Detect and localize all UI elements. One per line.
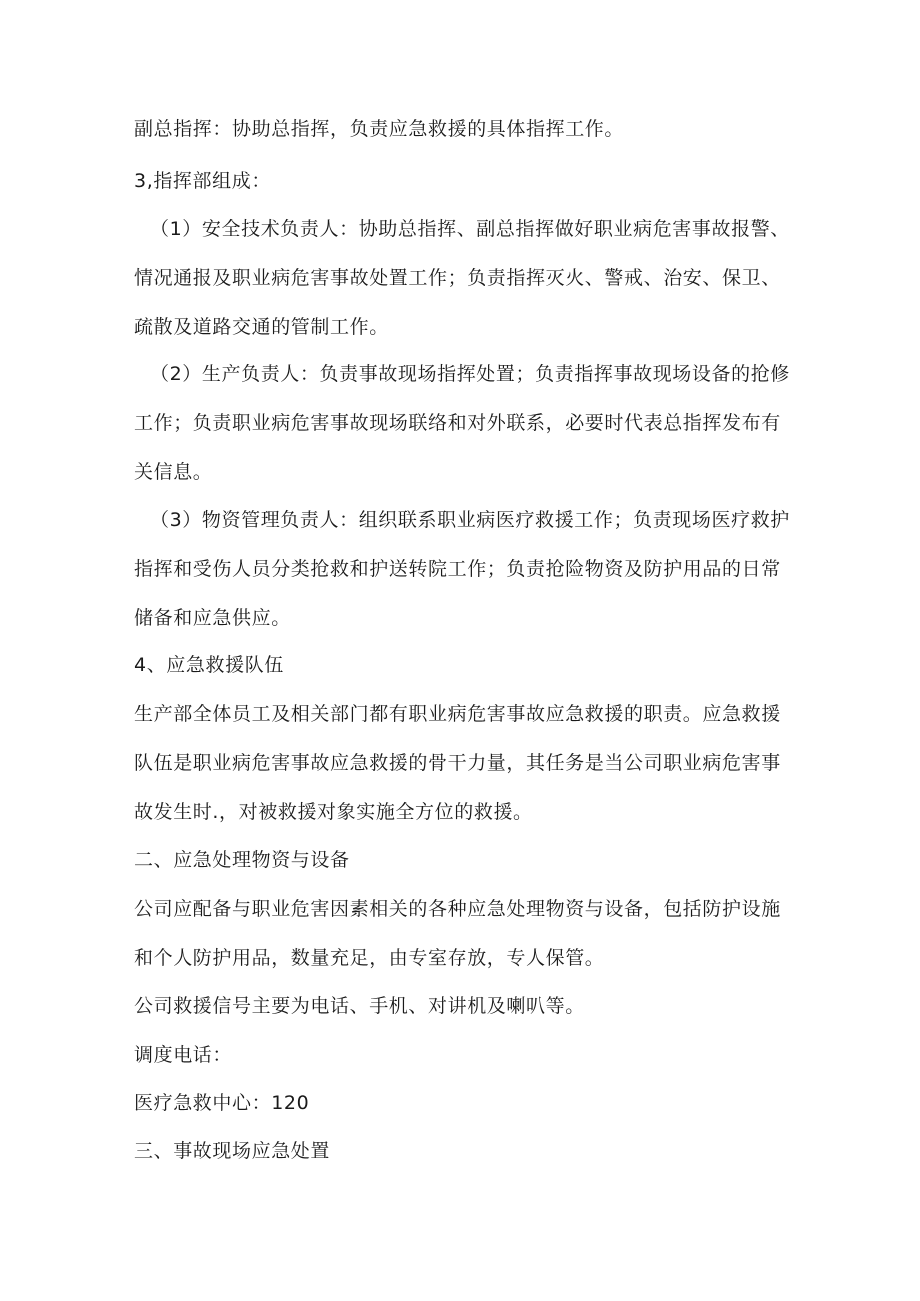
item-3-line-3: 储备和应急供应。 <box>134 607 291 629</box>
section-three-heading: 三、事故现场应急处置 <box>134 1140 331 1162</box>
section-two-heading: 二、应急处理物资与设备 <box>134 849 350 871</box>
team-paragraph-line-3: 故发生时.，对被救援对象实施全方位的救援。 <box>134 801 533 823</box>
item-2-line-1: （2）生产负责人：负责事故现场指挥处置；负责指挥事故现场设备的抢修 <box>150 363 790 385</box>
item-3-line-1: （3）物资管理负责人：组织联系职业病医疗救援工作；负责现场医疗救护 <box>150 509 790 531</box>
signal-line: 公司救援信号主要为电话、手机、对讲机及喇叭等。 <box>134 995 585 1017</box>
team-paragraph-line-1: 生产部全体员工及相关部门都有职业病危害事故应急救援的职责。应急救援 <box>134 703 781 725</box>
equipment-paragraph-line-1: 公司应配备与职业危害因素相关的各种应急处理物资与设备，包括防护设施 <box>134 898 781 920</box>
section-3-heading: 3,指挥部组成： <box>134 170 271 192</box>
section-4-heading: 4、应急救援队伍 <box>134 654 284 676</box>
item-1-line-1: （1）安全技术负责人：协助总指挥、副总指挥做好职业病危害事故报警、 <box>150 218 790 240</box>
equipment-paragraph-line-2: 和个人防护用品，数量充足，由专室存放，专人保管。 <box>134 947 605 969</box>
medical-center-line: 医疗急救中心：120 <box>134 1092 310 1114</box>
item-2-line-3: 关信息。 <box>134 461 213 483</box>
team-paragraph-line-2: 队伍是职业病危害事故应急救援的骨干力量，其任务是当公司职业病危害事 <box>134 752 781 774</box>
item-1-line-2: 情况通报及职业病危害事故处置工作；负责指挥灭火、警戒、治安、保卫、 <box>134 267 781 289</box>
item-1-line-3: 疏散及道路交通的管制工作。 <box>134 316 389 338</box>
item-3-line-2: 指挥和受伤人员分类抢救和护送转院工作；负责抢险物资及防护用品的日常 <box>134 558 781 580</box>
item-2-line-2: 工作；负责职业病危害事故现场联络和对外联系，必要时代表总指挥发布有 <box>134 412 781 434</box>
dispatch-phone-line: 调度电话： <box>134 1044 233 1066</box>
deputy-commander-line: 副总指挥：协助总指挥，负责应急救援的具体指挥工作。 <box>134 118 625 140</box>
